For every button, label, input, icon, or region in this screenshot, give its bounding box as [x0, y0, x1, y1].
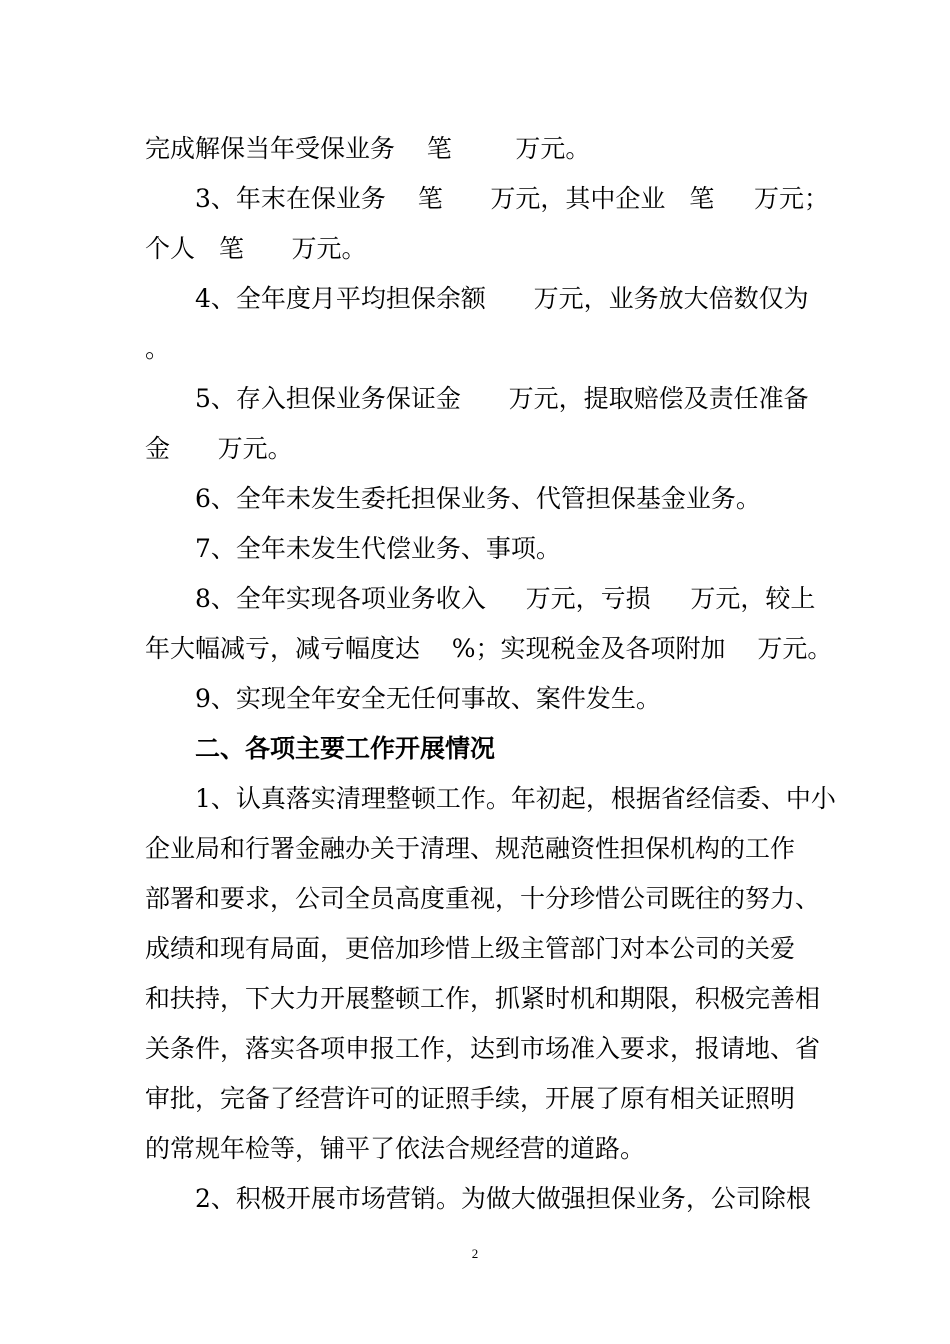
text-line: 6、全年未发生委托担保业务、代管担保基金业务。	[195, 484, 761, 513]
page-number: 2	[471, 1246, 479, 1261]
text-line: 企业局和行署金融办关于清理、规范融资性担保机构的工作	[145, 834, 796, 863]
text-line: 金 万元。	[145, 434, 293, 463]
text-line: 9、实现全年安全无任何事故、案件发生。	[195, 684, 661, 713]
text-line: 成绩和现有局面，更倍加珍惜上级主管部门对本公司的关爱	[145, 934, 796, 963]
text-line: 个人 笔 万元。	[145, 234, 367, 263]
text-line: 审批，完备了经营许可的证照手续，开展了原有相关证照明	[145, 1084, 796, 1113]
text-line: 和扶持，下大力开展整顿工作，抓紧时机和期限，积极完善相	[145, 984, 821, 1013]
text-line: 7、全年未发生代偿业务、事项。	[195, 534, 561, 563]
text-line: 关条件，落实各项申报工作，达到市场准入要求，报请地、省	[145, 1034, 821, 1063]
text-line: 4、全年度月平均担保余额 万元，业务放大倍数仅为	[195, 284, 809, 313]
text-line: 2、积极开展市场营销。为做大做强担保业务，公司除根	[195, 1184, 811, 1213]
text-line: 年大幅减亏，减亏幅度达 %；实现税金及各项附加 万元。	[145, 634, 833, 663]
section-heading: 二、各项主要工作开展情况	[195, 734, 496, 763]
text-line: 5、存入担保业务保证金 万元，提取赔偿及责任准备	[195, 384, 809, 413]
text-line: 。	[145, 334, 171, 363]
text-line: 8、全年实现各项业务收入 万元，亏损 万元，较上	[195, 584, 816, 613]
text-line: 部署和要求，公司全员高度重视，十分珍惜公司既往的努力、	[145, 884, 821, 913]
text-line: 3、年末在保业务 笔 万元，其中企业 笔 万元；	[195, 184, 829, 213]
text-line: 的常规年检等，铺平了依法合规经营的道路。	[145, 1134, 646, 1163]
text-line: 完成解保当年受保业务 笔 万元。	[145, 134, 591, 163]
text-line: 1、认真落实清理整顿工作。年初起，根据省经信委、中小	[195, 784, 836, 813]
